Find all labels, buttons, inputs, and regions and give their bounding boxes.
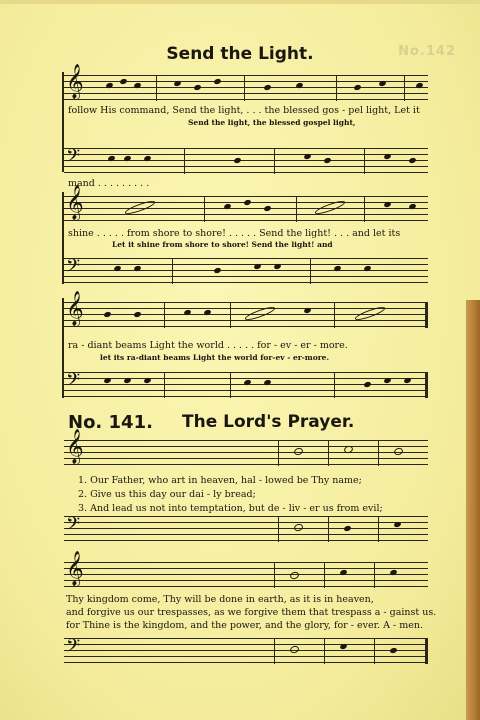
staff-treble: [64, 64, 428, 101]
staff-treble: [64, 291, 428, 328]
lyric-line-lower: Send the light, the blessed gospel light,: [188, 118, 356, 127]
refrain-line: Thy kingdom come, Thy will be done in earth, as it is in heaven,: [66, 594, 374, 605]
treble-clef-icon: 𝄞: [66, 291, 84, 326]
staff-bass: [64, 258, 428, 284]
staff-bass: [64, 638, 428, 664]
lyric-line: shine . . . . . from shore to shore! . . . . . Send the light! . . . and let its: [68, 228, 401, 239]
bass-clef-icon: 𝄢: [66, 146, 81, 171]
hymn-number: No. 141.: [68, 412, 153, 433]
bass-clef-icon: 𝄢: [66, 256, 81, 281]
bass-clef-icon: 𝄢: [66, 370, 81, 395]
song-title-send-the-light: Send the Light.: [166, 44, 314, 64]
staff-bass: [64, 372, 428, 398]
bass-clef-icon: 𝄢: [66, 514, 81, 539]
treble-clef-icon: 𝄞: [66, 551, 84, 586]
staff-treble: [64, 429, 428, 466]
lyric-line: follow His command, Send the light, . . . the blessed gos - pel light, Let it: [68, 105, 420, 116]
song-title-lords-prayer: The Lord's Prayer.: [182, 412, 355, 432]
treble-clef-icon: 𝄞: [66, 64, 84, 99]
verse-line: 2. Give us this day our dai - ly bread;: [78, 489, 256, 500]
lyric-line: mand . . . . . . . . .: [68, 178, 150, 189]
refrain-line: and forgive us our trespasses, as we forgive them that trespass a - gainst us.: [66, 607, 437, 618]
staff-treble: [64, 185, 428, 222]
lyric-line: ra - diant beams Light the world . . . . . for - ev - er - more.: [68, 340, 348, 351]
lyric-line-lower: Let it shine from shore to shore! Send the light! and: [112, 240, 333, 249]
staff-bass: [64, 516, 428, 542]
verse-line: 3. And lead us not into temptation, but de - liv - er us from evil;: [78, 503, 383, 514]
page-number: No.142: [398, 44, 456, 59]
page-edge-strip: [466, 300, 480, 720]
refrain-line: for Thine is the kingdom, and the power, and the glory, for - ever. A - men.: [66, 620, 423, 631]
lyric-line-lower: let its ra-diant beams Light the world for-ev - er-more.: [100, 353, 330, 362]
treble-clef-icon: 𝄞: [66, 429, 84, 464]
page-top-edge: [0, 0, 480, 4]
verse-line: 1. Our Father, who art in heaven, hal - lowed be Thy name;: [78, 475, 362, 486]
staff-bass: [64, 148, 428, 174]
bass-clef-icon: 𝄢: [66, 636, 81, 661]
staff-treble: [64, 551, 428, 588]
treble-clef-icon: 𝄞: [66, 185, 84, 220]
